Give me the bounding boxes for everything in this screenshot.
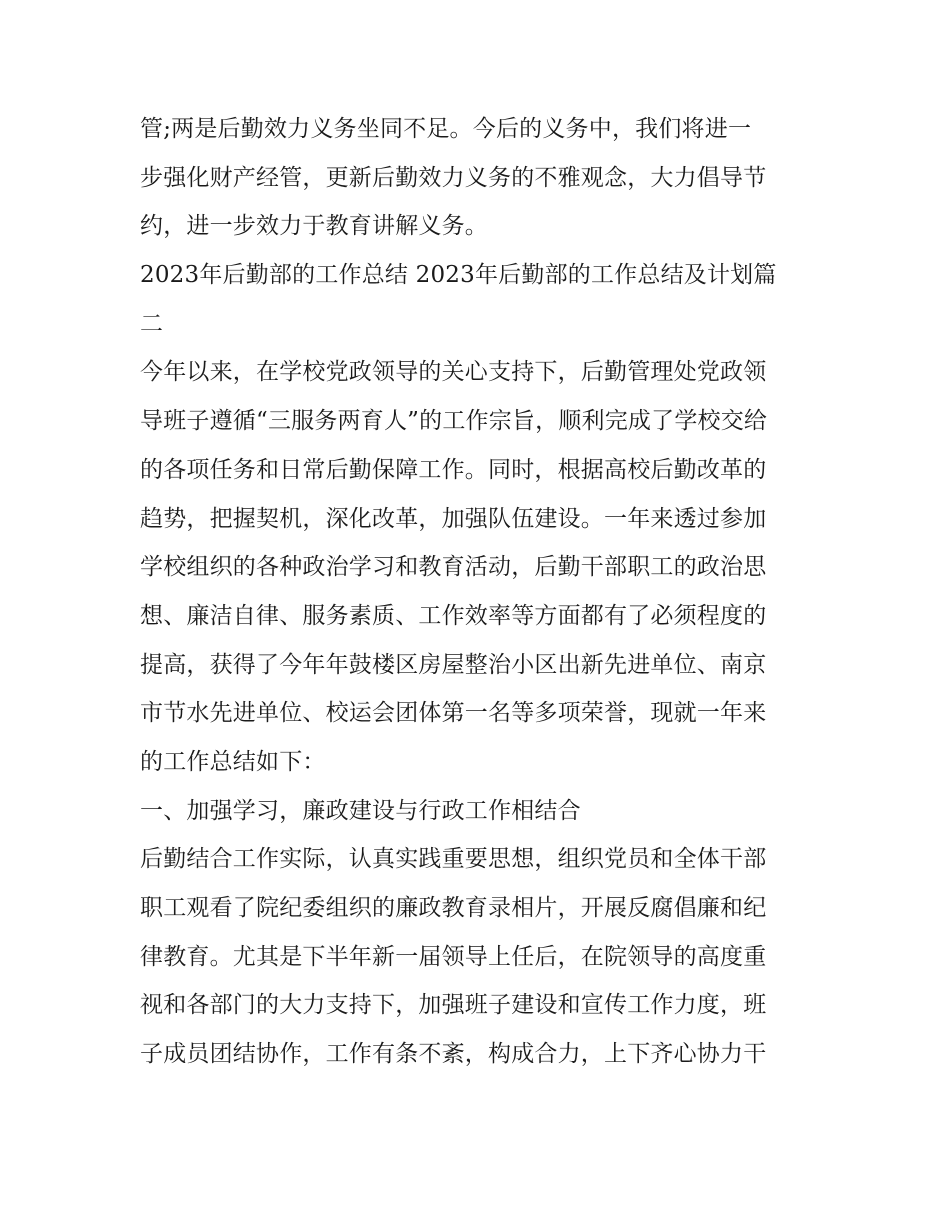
text-line: 今年以来，在学校党政领导的关心支持下，后勤管理处党政领: [140, 359, 767, 386]
text-line: 职工观看了院纪委组织的廉政教育录相片，开展反腐倡廉和纪: [140, 895, 767, 921]
text-line: 管;两是后勤效力义务坐同不足。今后的义务中，我们将进一: [140, 116, 752, 142]
text-line: 导班子遵循“三服务两育人”的工作宗旨，顺利完成了学校交给: [140, 408, 768, 435]
text-line: 学校组织的各种政治学习和教育活动，后勤干部职工的政治思: [140, 554, 767, 581]
text-line: 后勤结合工作实际，认真实践重要思想，组织党员和全体干部: [140, 846, 767, 873]
document-body: [140, 105, 820, 1079]
text-line: 视和各部门的大力支持下，加强班子建设和宣传工作力度，班: [140, 992, 767, 1019]
section-heading: 一、加强学习，廉政建设与行政工作相结合: [140, 797, 581, 824]
text-line: 子成员团结协作，工作有条不紊，构成合力，上下齐心协力干: [140, 1041, 767, 1068]
text-line: 想、廉洁自律、服务素质、工作效率等方面都有了必须程度的: [140, 602, 767, 629]
text-line: 的各项任务和日常后勤保障工作。同时，根据高校后勤改革的: [140, 456, 767, 483]
text-line: 律教育。尤其是下半年新一届领导上任后，在院领导的高度重: [140, 943, 767, 970]
text-line: 市节水先进单位、校运会团体第一名等多项荣誉，现就一年来: [140, 700, 767, 727]
text-line: 步强化财产经管，更新后勤效力义务的不雅观念，大力倡导节: [140, 164, 767, 191]
text-line: 的工作总结如下：: [140, 748, 326, 775]
text-line: 约，进一步效力于教育讲解义务。: [140, 213, 488, 240]
text-line: 提高，获得了今年年鼓楼区房屋整治小区出新先进单位、南京: [140, 651, 767, 678]
text-line: 趋势，把握契机，深化改革，加强队伍建设。一年来透过参加: [140, 505, 767, 532]
section-title-line: 二: [140, 310, 164, 337]
section-title-line: 2023年后勤部的工作总结 2023年后勤部的工作总结及计划篇: [140, 262, 777, 289]
